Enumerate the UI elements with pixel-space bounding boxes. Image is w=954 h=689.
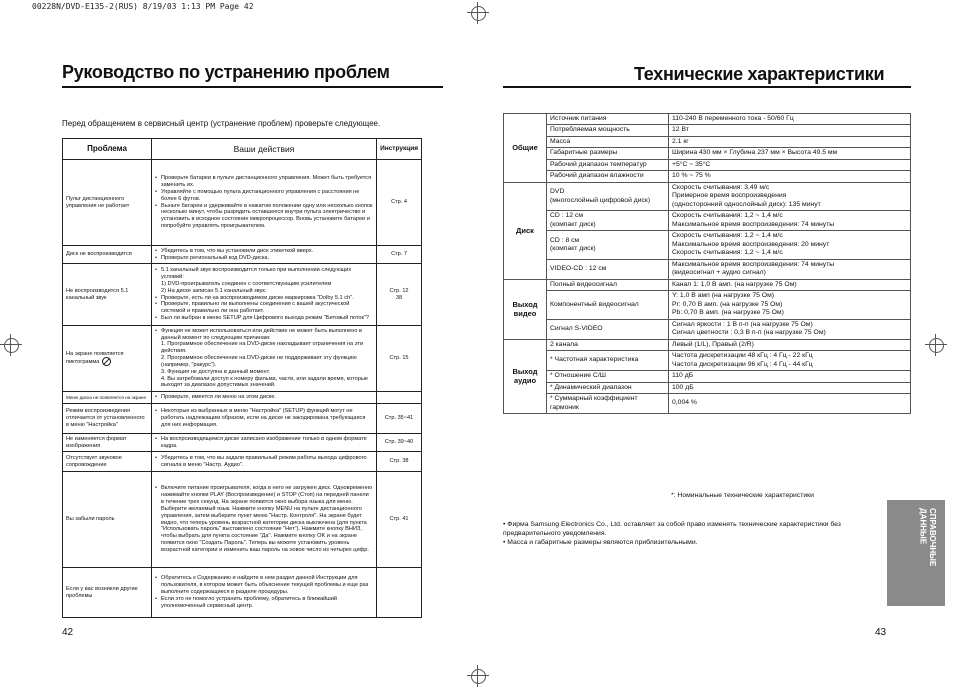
problem-text: Диск не воспроизводится bbox=[66, 251, 132, 258]
action-item: • Проверьте региональный код DVD-диска. bbox=[155, 255, 373, 262]
action-item: • Убедитесь в том, что вы задали правильный режим работы выхода цифрового сигнала в меню "Настр. Аудио". bbox=[155, 455, 373, 469]
problem-cell bbox=[63, 160, 152, 246]
instruction-ref: Стр. 15 bbox=[377, 326, 422, 392]
action-item: • Проверьте, имеется ли меню на этом диске. bbox=[155, 394, 373, 401]
spec-label: Источник питания bbox=[547, 114, 669, 125]
spec-group-label: Общие bbox=[504, 114, 547, 183]
left-title-rule bbox=[62, 86, 443, 88]
problem-cell bbox=[63, 568, 152, 618]
action-item: • Проверьте, правильно ли выполнены соединения с вашей акустической системой и правильно ли она работает. bbox=[155, 301, 373, 315]
table-row bbox=[63, 246, 422, 264]
spec-label: CD : 12 см (компакт диск) bbox=[547, 211, 669, 231]
problem-text: Отсутствует звуковое сопровождение bbox=[66, 454, 122, 468]
column-header-actions: Ваши действия bbox=[152, 139, 377, 160]
action-item: • Если это не помогло устранить проблему, обратитесь в ближайший уполномоченный сервисный центр. bbox=[155, 596, 373, 610]
spec-value: 2.1 кг bbox=[669, 136, 911, 147]
spec-row bbox=[504, 114, 911, 125]
table-row bbox=[63, 404, 422, 434]
spec-value: Частота дискретизации 48 кГц : 4 Гц - 22 кГц Частота дискретизации 96 кГц : 4 Гц - 44 кГц bbox=[669, 351, 911, 371]
right-title-rule bbox=[503, 86, 911, 88]
action-item: • Функция не может использоваться или действие не может быть выполнено в данный момент по следующим причинам: 1. Программное обеспечение на DVD-диске накладывает ограничения на эти действия. 2. Программное обеспечение на DVD-диске не поддерживает эту функцию (например, "ракурс"). 3. Функция не доступна в данный момент. 4. Вы затребовали доступ к номеру фильма, части, или задали время, которые выходят за диапазон допустимых значений. bbox=[155, 328, 373, 389]
spec-row bbox=[504, 351, 911, 371]
spec-value: 100 дБ bbox=[669, 382, 911, 393]
registration-mark-left bbox=[0, 334, 22, 356]
instruction-ref: Стр. 12 38 bbox=[377, 264, 422, 326]
table-row bbox=[63, 392, 422, 404]
actions-cell bbox=[152, 246, 377, 264]
page-number-left: 42 bbox=[62, 627, 74, 638]
spec-row bbox=[504, 382, 911, 393]
actions-cell bbox=[152, 568, 377, 618]
action-item: • Убедитесь в том, что вы установили диск этикеткой вверх. bbox=[155, 248, 373, 255]
problem-text: Меню диска не появляется на экране bbox=[66, 394, 147, 400]
actions-cell bbox=[152, 404, 377, 434]
spec-value: 110-240 В переменного тока - 50/60 Гц bbox=[669, 114, 911, 125]
column-header-problem: Проблема bbox=[63, 139, 152, 160]
spec-row bbox=[504, 125, 911, 136]
actions-cell bbox=[152, 264, 377, 326]
spec-label: DVD (многослойный цифровой диск) bbox=[547, 182, 669, 210]
problem-cell bbox=[63, 452, 152, 472]
registration-mark-bottom bbox=[467, 665, 489, 687]
spec-label: CD : 8 см (компакт диск) bbox=[547, 231, 669, 259]
action-item: • На воспроизводящемся диске записано изображение только в одном формате кадра. bbox=[155, 436, 373, 450]
page-number-right: 43 bbox=[875, 627, 887, 638]
problem-text: Не изменяется формат изображения bbox=[66, 435, 127, 449]
spec-label: Рабочий диапазон температур bbox=[547, 159, 669, 170]
instruction-ref bbox=[377, 392, 422, 404]
spec-value: Скорость считывания: 1,2 ~ 1,4 м/с Максимальное время воспроизведения: 74 минуты bbox=[669, 211, 911, 231]
action-item: • Включите питание проигрывателя, когда в него не загружен диск. Одновременно нажимайте кнопки PLAY (Воспроизведение) и STOP (Стоп) на передней панели в течение трех секунд. На экране появится окно выбора языка для меню. Выберите желаемый язык. Нажмите кнопку MENU на пульте дистанционного управления, затем выберите пункт меню "Настр. Контроля". На экране будет видно, что теперь уровень возрастной категории диска выключена (для пункта "Использовать пароль" выставлено состояние "Нет"). Нажмите кнопку ВНИЗ, чтобы выбрать для пункта состояние "Да". Нажмите кнопку OK и на экране появится окно "Создать Пароль". Теперь вы можете установить уровень возрастной категории и изменить ваш пароль на новое число из четырех цифр. bbox=[155, 485, 373, 553]
spec-label: * Динамический диапазон bbox=[547, 382, 669, 393]
spec-row bbox=[504, 259, 911, 279]
action-item: • Управляйте с помощью пульта дистанционного управления с расстояния не более 6 футов. bbox=[155, 189, 373, 203]
instruction-ref bbox=[377, 568, 422, 618]
table-row bbox=[63, 434, 422, 452]
instruction-ref: Стр. 4 bbox=[377, 160, 422, 246]
action-item: • Некоторые из выбранных в меню "Настройка" (SETUP) функций могут не работать надлежащим образом, если на диске не закодирована требующаяся для них информация. bbox=[155, 408, 373, 428]
spec-value: Сигнал яркости : 1 В п-п (на нагрузке 75 Ом) Сигнал цветности : 0,3 В п-п (на нагрузке 75 Ом) bbox=[669, 319, 911, 339]
spec-footnote: *: Номинальные технические характеристики bbox=[671, 492, 814, 499]
registration-mark-top bbox=[467, 2, 489, 24]
actions-cell bbox=[152, 392, 377, 404]
spec-value: 0,004 % bbox=[669, 394, 911, 414]
spec-value: Левый (1/L), Правый (2/R) bbox=[669, 339, 911, 350]
instruction-ref: Стр. 41 bbox=[377, 472, 422, 568]
problem-cell bbox=[63, 392, 152, 404]
problem-text: Режим воспроизведения отличается от установленного в меню "Настройка" bbox=[66, 408, 145, 428]
instruction-ref: Стр. 38 bbox=[377, 452, 422, 472]
table-row bbox=[63, 452, 422, 472]
spec-row bbox=[504, 231, 911, 259]
problem-cell bbox=[63, 434, 152, 452]
troubleshooting-intro: Перед обращением в сервисный центр (устранение проблем) проверьте следующее. bbox=[62, 119, 381, 128]
problem-cell bbox=[63, 404, 152, 434]
spec-label: Габаритные размеры bbox=[547, 148, 669, 159]
spec-value: Y: 1,0 В амп (на нагрузке 75 Ом) Pr: 0,70 В амп. (на нагрузке 75 Ом) Pb: 0,70 В амп. (на нагрузке 75 Ом) bbox=[669, 291, 911, 319]
action-item: • Обратитесь к Содержанию и найдите в нем раздел данной Инструкции для пользователя, в котором может быть объяснение текущей проблемы и еще раз выполните содержащиеся в разделе процедуры. bbox=[155, 575, 373, 595]
table-row bbox=[63, 568, 422, 618]
registration-mark-right bbox=[925, 334, 947, 356]
problem-cell bbox=[63, 246, 152, 264]
spec-value: Канал 1: 1,0 В амп. (на нагрузке 75 Ом) bbox=[669, 279, 911, 290]
spec-row bbox=[504, 182, 911, 210]
spec-label: Масса bbox=[547, 136, 669, 147]
spec-row bbox=[504, 171, 911, 182]
spec-label: Рабочий диапазон влажности bbox=[547, 171, 669, 182]
print-header: 00228N/DVD-E135-2(RUS) 8/19/03 1:13 PM Page 42 bbox=[32, 2, 254, 11]
spec-group-label: Диск bbox=[504, 182, 547, 279]
problem-cell bbox=[63, 472, 152, 568]
problem-cell bbox=[63, 264, 152, 326]
troubleshooting-title: Руководство по устранению проблем bbox=[62, 62, 390, 82]
actions-cell bbox=[152, 160, 377, 246]
specifications-title: Технические характеристики bbox=[634, 64, 885, 84]
side-tab-label: СПРАВОЧНЫЕ ДАННЫЕ bbox=[918, 508, 937, 567]
problem-text: На экране появляется пиктограмма bbox=[66, 350, 124, 366]
spec-value: 12 Вт bbox=[669, 125, 911, 136]
table-row bbox=[63, 264, 422, 326]
specifications-table bbox=[503, 113, 911, 414]
spec-label: * Частотная характеристика bbox=[547, 351, 669, 371]
spec-note-item: • Фирма Samsung Electronics Co., Ltd. оставляет за собой право изменять технические характеристики без предварительного уведомления. bbox=[503, 521, 841, 538]
spec-value: +5°C ~ 35°C bbox=[669, 159, 911, 170]
spec-group-label: Выход видео bbox=[504, 279, 547, 339]
spec-row bbox=[504, 394, 911, 414]
problem-text: Вы забыли пароль bbox=[66, 516, 115, 523]
spec-value: Максимальное время воспроизведения: 74 минуты (видеосигнал + аудио сигнал) bbox=[669, 259, 911, 279]
spec-value: Скорость считывания: 3,49 м/с Примерное время воспроизведения (односторонний однослойный диск): 135 минут bbox=[669, 182, 911, 210]
prohibited-icon bbox=[102, 357, 111, 366]
spec-label: 2 канала bbox=[547, 339, 669, 350]
spec-value: 10 % ~ 75 % bbox=[669, 171, 911, 182]
spec-value: 110 дБ bbox=[669, 371, 911, 382]
instruction-ref: Стр. 35~41 bbox=[377, 404, 422, 434]
spec-row bbox=[504, 339, 911, 350]
actions-cell bbox=[152, 326, 377, 392]
reference-side-tab bbox=[887, 500, 945, 606]
spec-label: VIDEO-CD : 12 см bbox=[547, 259, 669, 279]
spec-group-label: Выход аудио bbox=[504, 339, 547, 413]
action-item: • Проверьте батареи в пульте дистанционного управления. Может быть требуется заменить их. bbox=[155, 175, 373, 189]
problem-cell bbox=[63, 326, 152, 392]
table-row bbox=[63, 326, 422, 392]
spec-row bbox=[504, 211, 911, 231]
spec-label: Компонентный видеосигнал bbox=[547, 291, 669, 319]
problem-text: Пульт дистанционного управления не работает bbox=[66, 195, 130, 209]
actions-cell bbox=[152, 452, 377, 472]
table-row bbox=[63, 160, 422, 246]
action-item: • Выньте батареи и удерживайте в нажатом положении одну или несколько кнопок несколько минут, чтобы разрядить оставшееся внутри пульта электричество и установить в исходное состояние микропроцессор. Вновь установите батареи и попробуйте управлять проигрывателем. bbox=[155, 203, 373, 230]
spec-label: Потребляемая мощность bbox=[547, 125, 669, 136]
actions-cell bbox=[152, 434, 377, 452]
spec-row bbox=[504, 159, 911, 170]
spec-row bbox=[504, 136, 911, 147]
action-item: • Был ли выбран в меню SETUP для Цифрового выхода режим "Битовый поток"? bbox=[155, 315, 373, 322]
actions-cell bbox=[152, 472, 377, 568]
spec-notes bbox=[503, 520, 873, 548]
problem-text: Если у вас возникли другие проблемы bbox=[66, 585, 138, 599]
table-row bbox=[63, 472, 422, 568]
spec-label: * Отношение С/Ш bbox=[547, 371, 669, 382]
column-header-instruction: Инструкция bbox=[377, 139, 422, 160]
spec-label: * Суммарный коэффициент гармоник bbox=[547, 394, 669, 414]
spec-label: Сигнал S-VIDEO bbox=[547, 319, 669, 339]
spec-label: Полный видеосигнал bbox=[547, 279, 669, 290]
spec-note-item: • Масса и габаритные размеры являются приблизительными. bbox=[503, 539, 698, 547]
spec-value: Ширина 430 мм × Глубина 237 мм × Высота 49.5 мм bbox=[669, 148, 911, 159]
spec-row bbox=[504, 319, 911, 339]
instruction-ref: Стр. 7 bbox=[377, 246, 422, 264]
action-item: • 5.1 канальный звук воспроизводится только при выполнении следующих условий: 1) DVD-проигрыватель соединен с соответствующим усилителем 2) На диске записан 5.1 канальный звук. bbox=[155, 267, 373, 294]
spec-row bbox=[504, 371, 911, 382]
spec-row bbox=[504, 279, 911, 290]
action-item: • Проверьте, есть ли на воспроизводимом диске маркировка "Dolby 5.1 ch". bbox=[155, 295, 373, 302]
spec-row bbox=[504, 291, 911, 319]
troubleshooting-table bbox=[62, 138, 422, 618]
problem-text: Не воспроизводится 5.1 канальный звук bbox=[66, 287, 129, 301]
spec-row bbox=[504, 148, 911, 159]
spec-value: Скорость считывания: 1,2 ~ 1,4 м/с Максимальное время воспроизведения: 20 минут Скорость считывания: 1,2 ~ 1,4 м/с bbox=[669, 231, 911, 259]
instruction-ref: Стр. 39~40 bbox=[377, 434, 422, 452]
